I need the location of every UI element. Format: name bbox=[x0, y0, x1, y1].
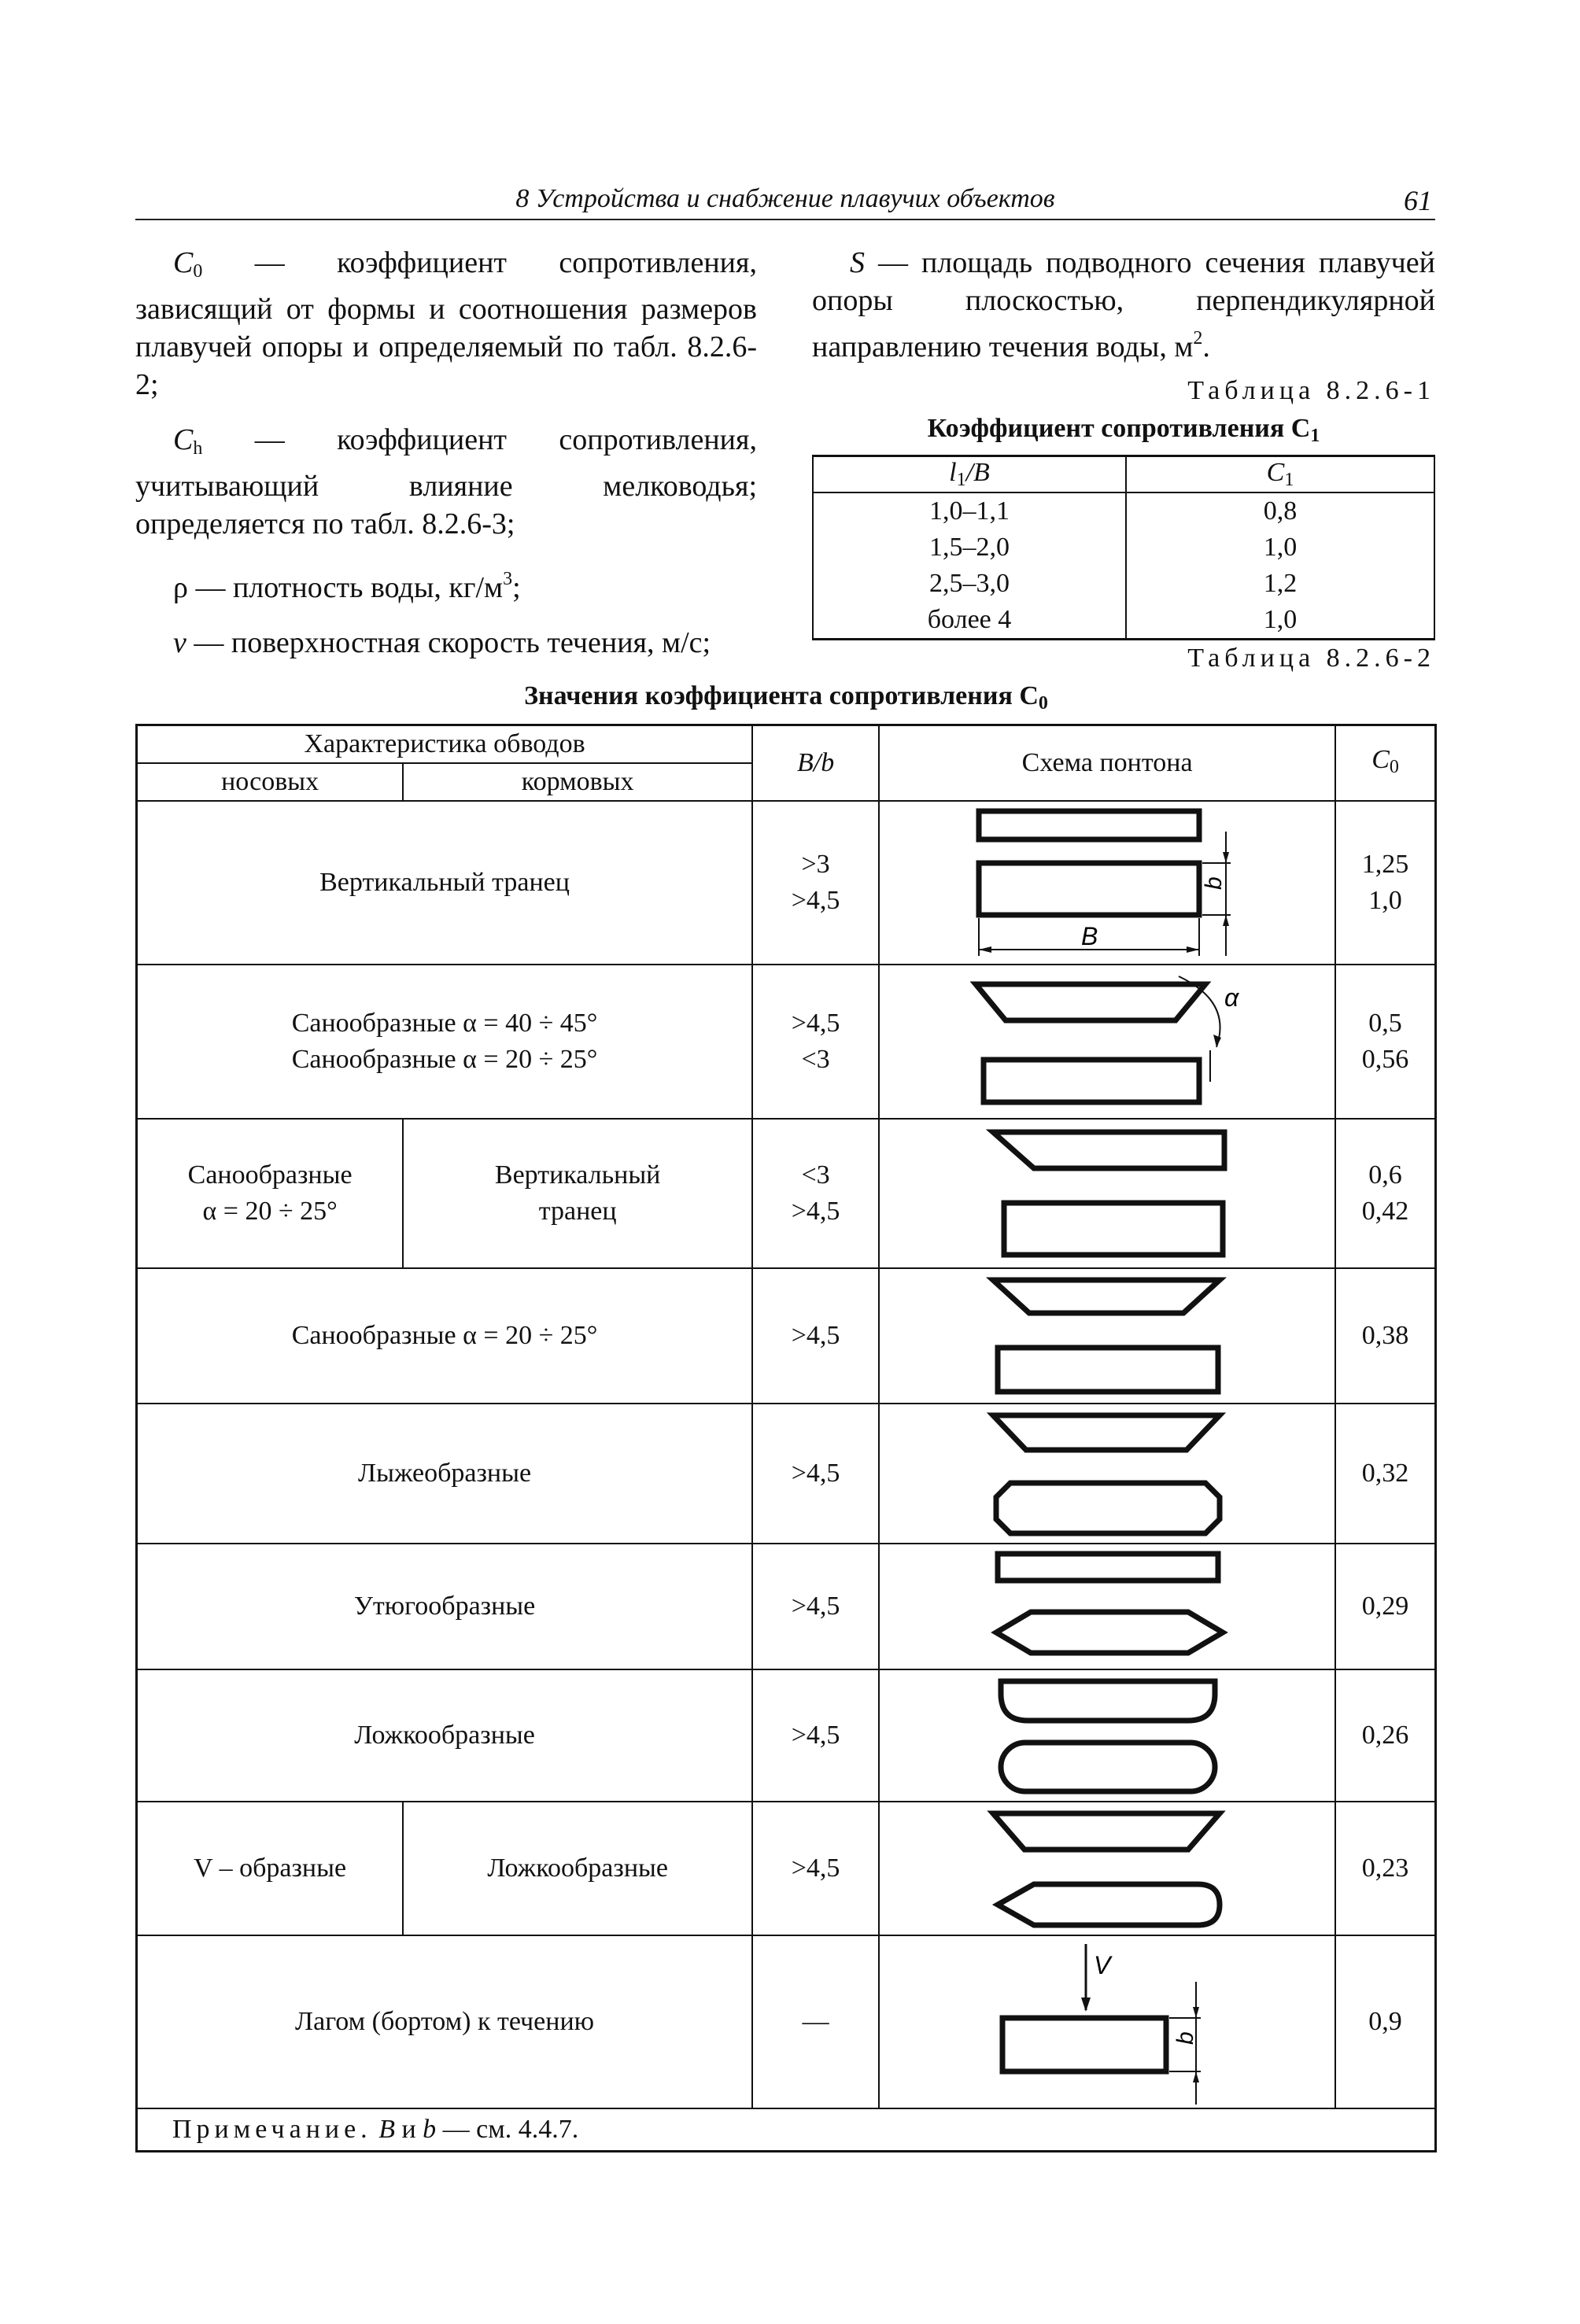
row-ratio: >4,5 bbox=[752, 1669, 879, 1802]
s-definition: S — площадь подводного сечения плавучей опоры плоскостью, перпендикулярной направлению течения воды, $м^2$. bbox=[812, 246, 1435, 363]
row-ratio: >4,5 bbox=[752, 1404, 879, 1544]
row-coef: 0,38 bbox=[1335, 1268, 1435, 1404]
c0-definition: $C_0$ — коэффициент сопротивления, зависящий от формы и соотношения размеров плавучей опоры и определяемый по табл. 8.2.6-2; bbox=[135, 246, 757, 401]
table1-title: Коэффициент сопротивления $C_1$ bbox=[927, 414, 1320, 446]
scheme-svg bbox=[880, 1404, 1335, 1543]
row-coef: 0,29 bbox=[1335, 1544, 1435, 1669]
dim-v-label: V bbox=[1094, 1951, 1111, 1979]
row-coef: 0,32 bbox=[1335, 1404, 1435, 1544]
row-bow: V – образные bbox=[137, 1802, 404, 1935]
header-coef: $C_0$ bbox=[1335, 725, 1435, 802]
row-ratio: — bbox=[752, 1935, 879, 2108]
table1-header-ratio: $l_1/B$ bbox=[813, 456, 1126, 493]
table2-header-row bbox=[137, 725, 1436, 764]
table2-caption: Таблица 8.2.6-2 bbox=[1187, 644, 1435, 673]
table2 bbox=[135, 724, 1437, 2152]
row-coef: 0,5 0,56 bbox=[1335, 965, 1435, 1119]
row-bow: Санообразные α = 20 ÷ 25° bbox=[137, 1119, 404, 1268]
header-scheme: Схема понтона bbox=[879, 725, 1335, 802]
row-ratio: >4,5 <3 bbox=[752, 965, 879, 1119]
header-ratio: B/b bbox=[752, 725, 879, 802]
pontoon-scheme-vertical-transom bbox=[879, 801, 1335, 965]
row-coef: 0,6 0,42 bbox=[1335, 1119, 1435, 1268]
header-bow: носовых bbox=[137, 763, 404, 801]
scheme-svg bbox=[880, 1802, 1335, 1935]
row-ratio: >4,5 bbox=[752, 1802, 879, 1935]
row-label: Лагом (бортом) к течению bbox=[137, 1935, 753, 2108]
table1-header-row bbox=[813, 456, 1434, 493]
table-row bbox=[137, 1802, 1436, 1935]
table-row: более 4 1,0 bbox=[813, 602, 1434, 640]
scheme-svg bbox=[880, 1544, 1335, 1669]
table-row bbox=[137, 1935, 1436, 2108]
table2-note-row bbox=[137, 2108, 1436, 2152]
chapter-title: 8 Устройства и снабжение плавучих объектов bbox=[515, 184, 1055, 213]
table-row: 2,5–3,0 1,2 bbox=[813, 566, 1434, 602]
table-row: 1,5–2,0 1,0 bbox=[813, 529, 1434, 566]
row-coef: 1,25 1,0 bbox=[1335, 801, 1435, 965]
pontoon-scheme-scow-both bbox=[879, 1268, 1335, 1404]
header-group: Характеристика обводов bbox=[137, 725, 753, 764]
row-coef: 0,26 bbox=[1335, 1669, 1435, 1802]
row-label: Ложкообразные bbox=[137, 1669, 753, 1802]
table-row bbox=[137, 1669, 1436, 1802]
scheme-svg bbox=[880, 1670, 1335, 1801]
pontoon-scheme-v-spoon bbox=[879, 1802, 1335, 1935]
row-coef: 0,23 bbox=[1335, 1802, 1435, 1935]
table1 bbox=[812, 455, 1435, 640]
table-row bbox=[137, 1544, 1436, 1669]
table-row bbox=[137, 1119, 1436, 1268]
pontoon-scheme-ski bbox=[879, 1404, 1335, 1544]
dim-b-label: b bbox=[1172, 2031, 1199, 2045]
scheme-svg bbox=[880, 1936, 1335, 2108]
header-stern: кормовых bbox=[403, 763, 752, 801]
scheme-svg bbox=[880, 1120, 1335, 1267]
pontoon-scheme-scow-transom bbox=[879, 1119, 1335, 1268]
dim-B-label: B bbox=[1081, 922, 1098, 950]
table-row bbox=[137, 1404, 1436, 1544]
table-row bbox=[137, 801, 1436, 965]
page-number: 61 bbox=[1404, 185, 1432, 216]
scheme-svg bbox=[880, 1269, 1335, 1403]
table2-note: Примечание. B и b — см. 4.4.7. bbox=[137, 2108, 1436, 2152]
row-label: Лыжеобразные bbox=[137, 1404, 753, 1544]
row-label: Санообразные α = 20 ÷ 25° bbox=[137, 1268, 753, 1404]
row-label: Вертикальный транец bbox=[137, 801, 753, 965]
dim-b-label: b bbox=[1201, 876, 1227, 890]
row-label: Утюгообразные bbox=[137, 1544, 753, 1669]
row-label: Санообразные α = 40 ÷ 45° Санообразные α = 20 ÷ 25° bbox=[137, 965, 753, 1119]
table1-caption: Таблица 8.2.6-1 bbox=[1187, 376, 1435, 405]
pontoon-scheme-scow bbox=[879, 965, 1335, 1119]
pontoon-scheme-iron bbox=[879, 1544, 1335, 1669]
table1-header-coef: $C_1$ bbox=[1126, 456, 1434, 493]
row-ratio: <3 >4,5 bbox=[752, 1119, 879, 1268]
right-column bbox=[812, 244, 1435, 383]
row-ratio: >3 >4,5 bbox=[752, 801, 879, 965]
rho-definition: ρ — плотность воды, $кг/м^3$; bbox=[173, 569, 521, 604]
left-column bbox=[135, 244, 757, 679]
row-stern: Вертикальный транец bbox=[403, 1119, 752, 1268]
row-stern: Ложкообразные bbox=[403, 1802, 752, 1935]
scheme-svg bbox=[880, 965, 1335, 1118]
row-ratio: >4,5 bbox=[752, 1268, 879, 1404]
pontoon-scheme-broadside bbox=[879, 1935, 1335, 2108]
table-row: 1,0–1,1 0,8 bbox=[813, 492, 1434, 529]
v-definition: v — поверхностная скорость течения, м/с; bbox=[173, 626, 711, 659]
dim-alpha-label: α bbox=[1224, 983, 1239, 1012]
running-header bbox=[135, 181, 1435, 220]
scheme-svg bbox=[880, 802, 1335, 964]
pontoon-scheme-spoon bbox=[879, 1669, 1335, 1802]
table-row bbox=[137, 1268, 1436, 1404]
table2-title: Значения коэффициента сопротивления $C_0$ bbox=[524, 681, 1048, 714]
table-row bbox=[137, 965, 1436, 1119]
row-coef: 0,9 bbox=[1335, 1935, 1435, 2108]
row-ratio: >4,5 bbox=[752, 1544, 879, 1669]
ch-definition: $C_h$ — коэффициент сопротивления, учитывающий влияние мелководья; определяется по табл. 8.2.6-3; bbox=[135, 423, 757, 540]
